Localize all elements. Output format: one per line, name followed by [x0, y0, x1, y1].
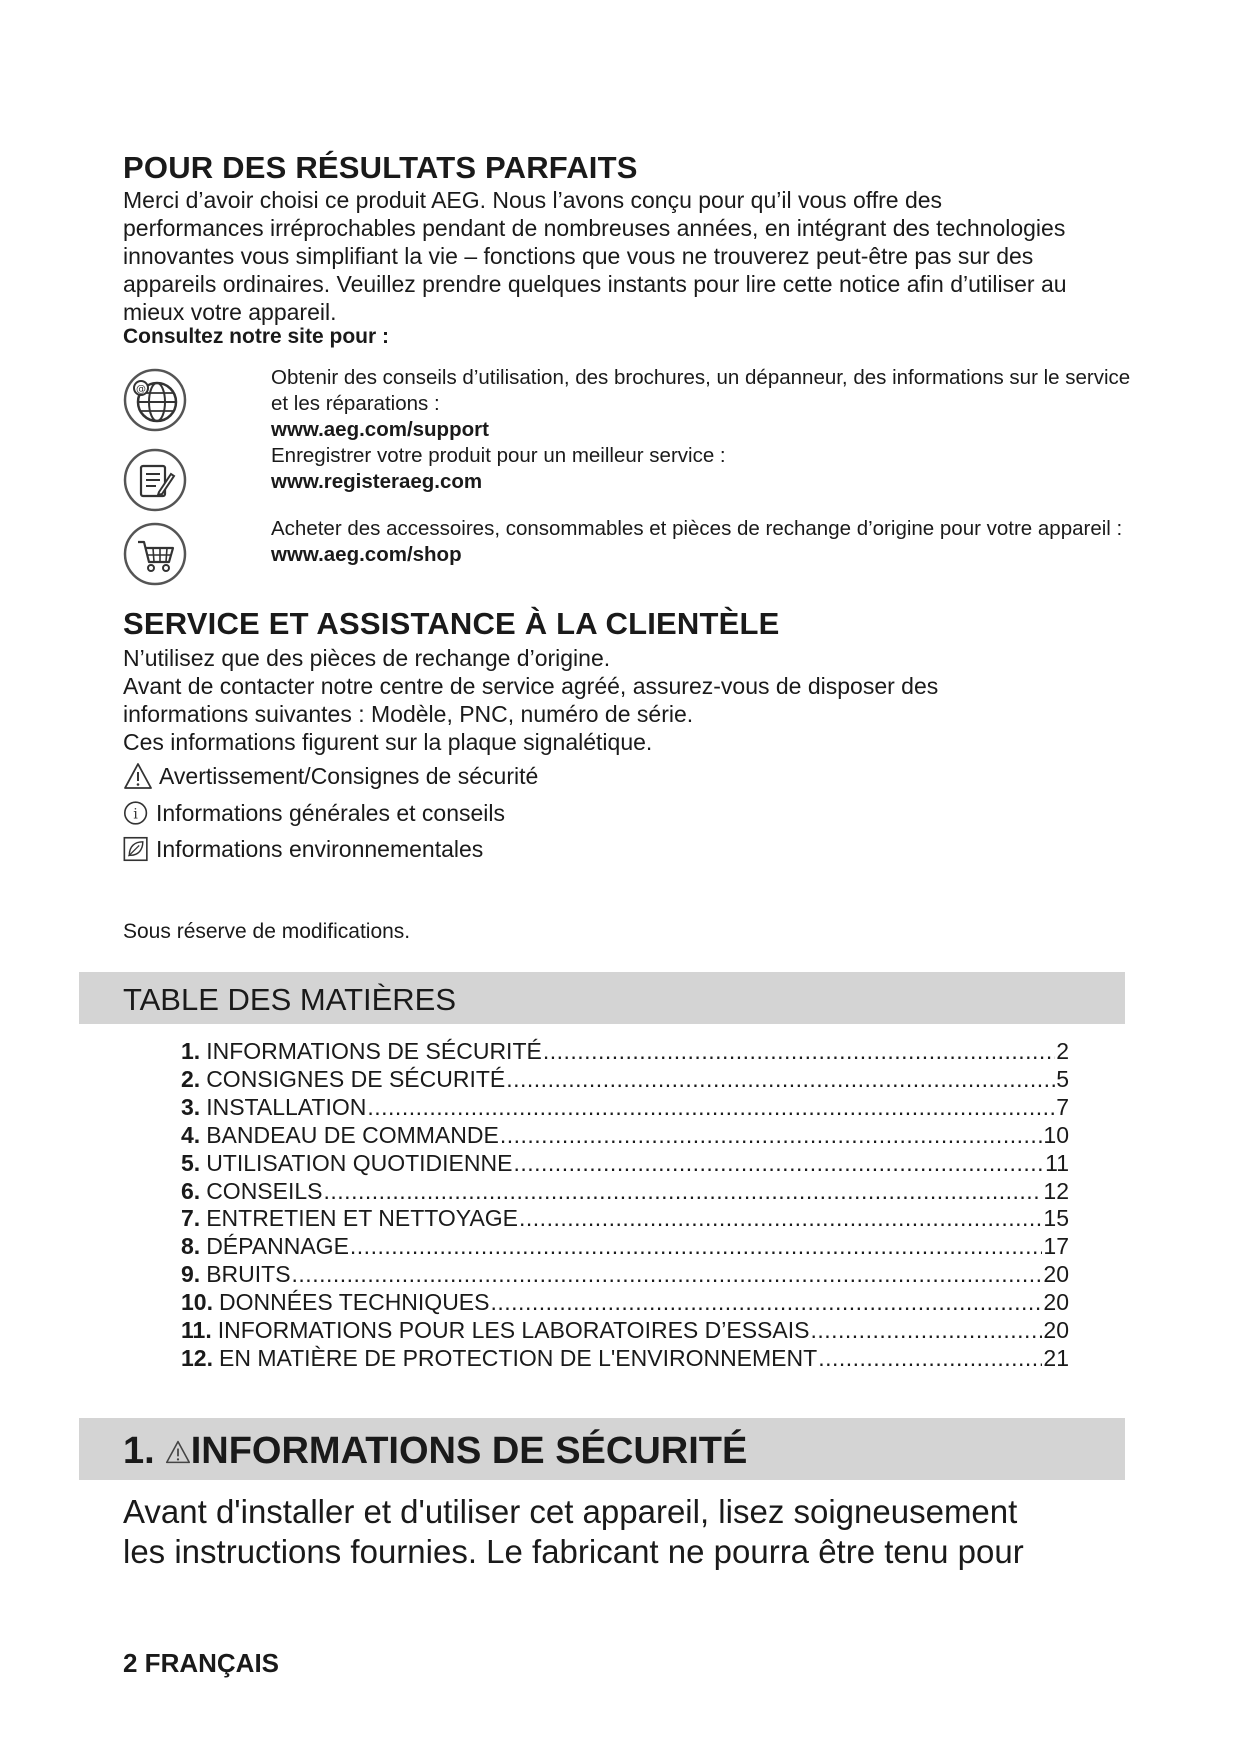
legend-warning: [123, 762, 538, 790]
toc-page: 20: [1043, 1261, 1069, 1288]
toc-num: 9.: [181, 1261, 201, 1288]
toc-title: INSTALLATION: [206, 1093, 367, 1120]
service-line: informations suivantes : Modèle, PNC, numéro de série.: [123, 701, 694, 727]
toc-item[interactable]: [181, 1289, 1069, 1317]
toc-leader: [350, 1233, 1043, 1261]
toc-num: 8.: [181, 1233, 201, 1260]
toc-title: EN MATIÈRE DE PROTECTION DE L'ENVIRONNEMENT: [218, 1344, 818, 1371]
toc-page: 17: [1043, 1233, 1069, 1260]
legend-label: Informations environnementales: [156, 835, 484, 862]
toc-leader: [506, 1066, 1055, 1094]
toc-page: 7: [1056, 1093, 1069, 1120]
legend-info: [123, 799, 505, 827]
toc-leader: [292, 1261, 1043, 1289]
toc-num: 5.: [181, 1149, 201, 1176]
support-item-advice: [123, 366, 1131, 448]
warning-triangle-icon: [165, 1439, 191, 1465]
support-shop-text: Acheter des accessoires, consommables et pièces de rechange d’origine pour votre appareil :: [271, 517, 1123, 540]
toc-heading: TABLE DES MATIÈRES: [123, 982, 457, 1017]
support-advice-text: Obtenir des conseils d’utilisation, des brochures, un dépanneur, des informations sur le service et les réparations :: [271, 366, 1131, 415]
safety-heading-row: [123, 1430, 747, 1473]
toc-title: DÉPANNAGE: [206, 1233, 349, 1260]
toc-item[interactable]: [181, 1317, 1069, 1345]
svg-text:i: i: [133, 806, 138, 823]
site-label: Consultez notre site pour :: [123, 325, 390, 348]
results-heading: POUR DES RÉSULTATS PARFAITS: [123, 150, 638, 185]
toc-item[interactable]: [181, 1094, 1069, 1122]
toc-item[interactable]: [181, 1122, 1069, 1150]
toc-leader: [810, 1317, 1042, 1345]
toc-item[interactable]: [181, 1205, 1069, 1233]
safety-line: Avant d'installer et d'utiliser cet appareil, lisez soigneusement: [123, 1493, 1018, 1530]
legend-environment: [123, 835, 483, 863]
support-link[interactable]: www.aeg.com/support: [271, 418, 489, 441]
toc-page: 2: [1056, 1038, 1069, 1064]
toc-num: 12.: [181, 1344, 213, 1371]
legend-label: Avertissement/Consignes de sécurité: [159, 762, 539, 789]
toc-title: BANDEAU DE COMMANDE: [206, 1121, 499, 1148]
toc-num: 10.: [181, 1289, 213, 1316]
toc-page: 10: [1043, 1121, 1069, 1148]
shopping-cart-icon: [123, 522, 187, 586]
safety-intro: [123, 1492, 1133, 1572]
toc-item[interactable]: [181, 1066, 1069, 1094]
toc-page: 5: [1056, 1065, 1069, 1092]
toc-num: 1.: [181, 1038, 201, 1064]
toc-leader: [513, 1150, 1044, 1178]
toc-title: BRUITS: [206, 1261, 291, 1288]
register-link[interactable]: www.registeraeg.com: [271, 470, 483, 493]
toc-num: 7.: [181, 1205, 201, 1232]
toc-num: 2.: [181, 1065, 201, 1092]
svg-text:@: @: [136, 384, 146, 395]
toc-band: [79, 972, 1125, 1024]
safety-heading: INFORMATIONS DE SÉCURITÉ: [190, 1430, 748, 1472]
info-icon: [123, 799, 150, 827]
toc-title: ENTRETIEN ET NETTOYAGE: [206, 1205, 519, 1232]
service-heading: SERVICE ET ASSISTANCE À LA CLIENTÈLE: [123, 606, 780, 641]
toc-item[interactable]: [181, 1178, 1069, 1206]
toc-page: 20: [1043, 1289, 1069, 1316]
toc-item[interactable]: [181, 1150, 1069, 1178]
toc-num: 3.: [181, 1093, 201, 1120]
toc-leader: [324, 1178, 1043, 1206]
toc-num: 4.: [181, 1121, 201, 1148]
toc-page: 11: [1045, 1149, 1069, 1176]
service-line: N’utilisez que des pièces de rechange d’origine.: [123, 645, 611, 671]
legend-label: Informations générales et conseils: [156, 799, 506, 826]
toc-item[interactable]: [181, 1261, 1069, 1289]
shop-link[interactable]: www.aeg.com/shop: [271, 543, 462, 566]
register-icon: [123, 448, 187, 512]
toc-title: CONSIGNES DE SÉCURITÉ: [206, 1065, 506, 1092]
warning-triangle-icon: [123, 762, 153, 790]
toc-leader: [519, 1205, 1042, 1233]
toc-leader: [367, 1094, 1055, 1122]
toc-num: 6.: [181, 1177, 201, 1204]
toc-leader: [500, 1122, 1043, 1150]
toc-list: [181, 1038, 1069, 1373]
leaf-icon: [123, 835, 150, 863]
page-footer: 2 FRANÇAIS: [123, 1648, 280, 1678]
toc-title: DONNÉES TECHNIQUES: [218, 1289, 490, 1316]
toc-title: INFORMATIONS DE SÉCURITÉ: [206, 1038, 542, 1064]
toc-title: INFORMATIONS POUR LES LABORATOIRES D’ESSAIS: [217, 1317, 810, 1344]
support-item-register: [123, 444, 1123, 518]
toc-page: 21: [1043, 1344, 1069, 1371]
support-register-text: Enregistrer votre produit pour un meilleur service :: [271, 444, 726, 467]
toc-item[interactable]: [181, 1345, 1069, 1373]
service-line: Ces informations figurent sur la plaque signalétique.: [123, 729, 653, 755]
toc-num: 11.: [181, 1317, 212, 1344]
toc-item[interactable]: [181, 1038, 1069, 1066]
toc-leader: [818, 1345, 1042, 1373]
results-intro: Merci d’avoir choisi ce produit AEG. Nous l’avons conçu pour qu’il vous offre des performances irréprochables pendant de nombreuses années, en intégrant des technologies innovantes vous simplifiant la vie – fonctions que vous ne trouverez peut-être pas sur des appareils ordinaires. Veuillez prendre quelques instants pour lire cette notice afin d’utiliser au mieux votre appareil.: [123, 187, 1067, 325]
toc-item[interactable]: [181, 1233, 1069, 1261]
toc-page: 15: [1043, 1205, 1069, 1232]
toc-leader: [543, 1038, 1055, 1066]
modification-notice: Sous réserve de modifications.: [123, 920, 411, 943]
toc-page: 12: [1043, 1177, 1069, 1204]
toc-title: UTILISATION QUOTIDIENNE: [206, 1149, 513, 1176]
toc-title: CONSEILS: [206, 1177, 323, 1204]
service-line: Avant de contacter notre centre de service agréé, assurez-vous de disposer des: [123, 673, 939, 699]
support-item-shop: [123, 517, 1123, 592]
safety-line: les instructions fournies. Le fabricant ne pourra être tenu pour: [123, 1533, 1024, 1570]
globe-icon: [123, 368, 187, 432]
safety-number: 1.: [123, 1430, 155, 1472]
safety-band: [79, 1418, 1125, 1480]
toc-page: 20: [1043, 1317, 1069, 1344]
toc-leader: [491, 1289, 1043, 1317]
service-text: [123, 644, 1123, 756]
